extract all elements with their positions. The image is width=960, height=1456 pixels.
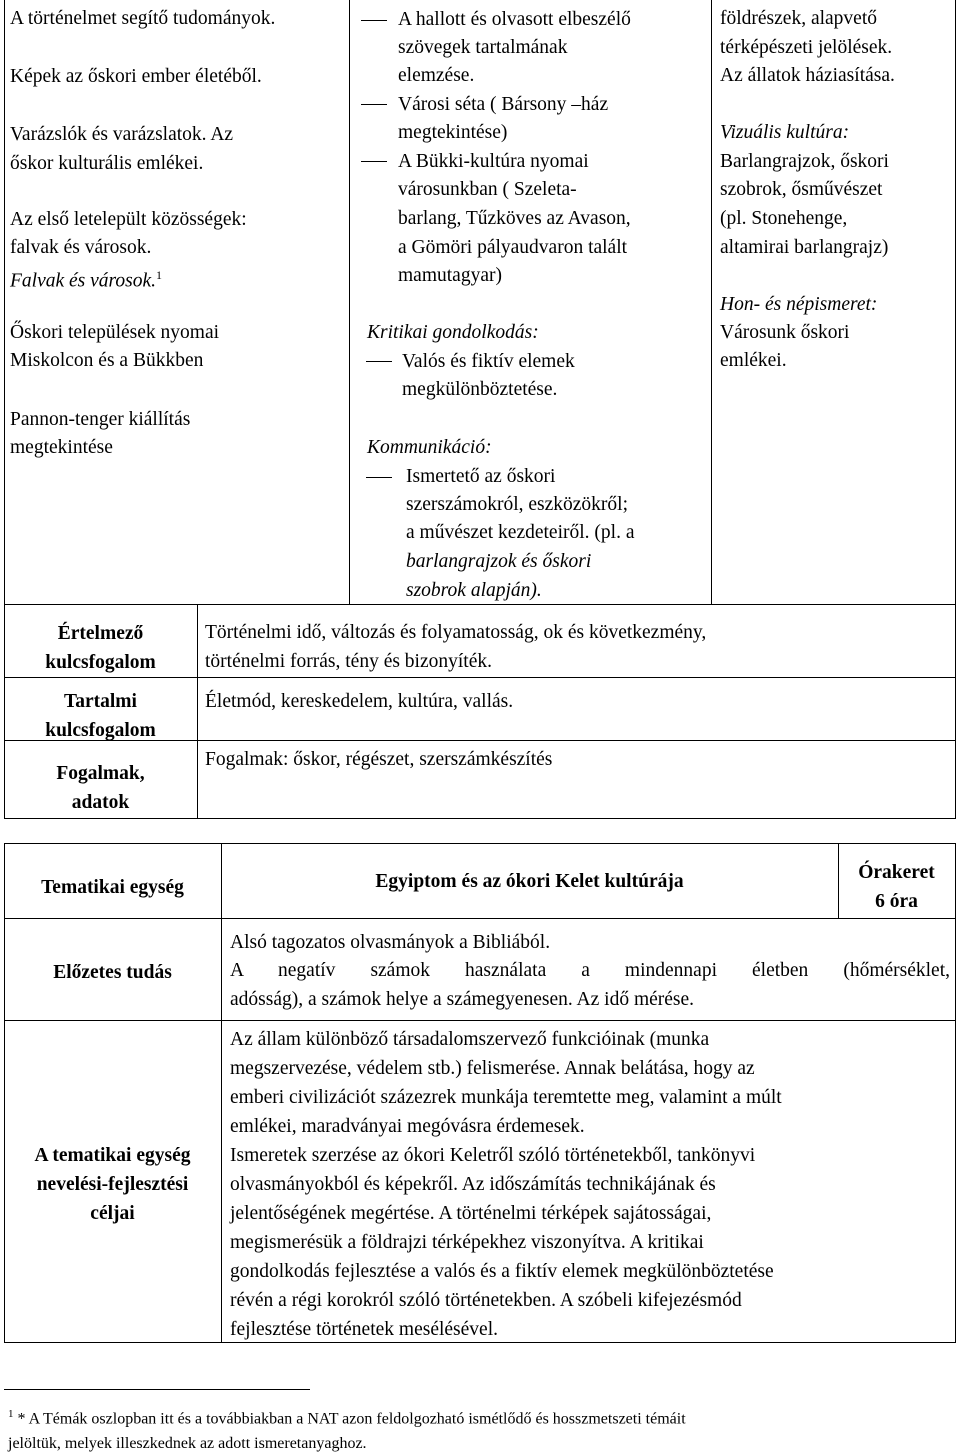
- orakeret-value: 6 óra: [875, 891, 918, 912]
- topic-italic-text: Falvak és városok.: [10, 270, 157, 292]
- dev-line: A Bükki-kultúra nyomai: [398, 151, 589, 172]
- bottom-table-line-1: [4, 918, 956, 919]
- tematikai-title: Egyiptom és az ókori Kelet kultúrája: [375, 871, 684, 892]
- topic-line: megtekintése: [10, 437, 113, 458]
- top-table-right-border: [955, 0, 956, 818]
- label-line: Fogalmak,: [56, 763, 145, 784]
- celjai-line: jelentőségének megértése. A történelmi térképek sajátosságai,: [230, 1203, 712, 1224]
- label-line: adatok: [71, 792, 130, 813]
- topic-line: A történelmet segítő tudományok.: [10, 8, 276, 29]
- dev-line: A hallott és olvasott elbeszélő: [398, 9, 631, 30]
- tartalmi-text: Életmód, kereskedelem, kultúra, vallás.: [205, 691, 514, 712]
- celjai-line: révén a régi korokról szóló történetekben. A szóbeli kifejezésmód: [230, 1290, 742, 1311]
- bottom-table-left-border: [4, 843, 5, 1343]
- bottom-table-right-border: [955, 843, 956, 1343]
- label-line: Tartalmi: [64, 691, 137, 712]
- topic-line: Pannon-tenger kiállítás: [10, 409, 191, 430]
- tematikai-label: Tematikai egység: [41, 877, 184, 898]
- list-dash: [366, 361, 392, 362]
- celjai-line: Ismeretek szerzése az ókori Keletről szóló történetekből, tankönyvi: [230, 1145, 756, 1166]
- hon-heading: Hon- és népismeret:: [720, 294, 878, 315]
- text-line: Történelmi idő, változás és folyamatosság, ok és következmény,: [205, 622, 707, 643]
- list-dash: [361, 20, 387, 21]
- kritikai-heading: Kritikai gondolkodás:: [367, 322, 539, 343]
- dev-line: a Gömöri pályaudvaron talált: [398, 237, 628, 258]
- conn-line: altamirai barlangrajz): [720, 237, 889, 258]
- label-line: kulcsfogalom: [45, 652, 156, 673]
- dev-line: elemzése.: [398, 65, 475, 86]
- vizualis-heading: Vizuális kultúra:: [720, 122, 850, 143]
- label-line: céljai: [90, 1203, 135, 1224]
- conn-line: Az állatok háziasítása.: [720, 65, 895, 86]
- topic-line: Varázslók és varázslatok. Az: [10, 124, 234, 145]
- top-table-divider-col2: [711, 0, 712, 604]
- footnote-number: 1: [8, 1408, 14, 1420]
- topic-line: Az első letelepült közösségek:: [10, 209, 247, 230]
- dev-line-italic: barlangrajzok és őskori: [406, 551, 592, 572]
- celjai-line: olvasmányokból és képekről. Az időszámítás technikájának és: [230, 1174, 716, 1195]
- dev-line-italic: szobrok alapján).: [406, 580, 542, 601]
- top-table-bottom-border: [4, 818, 956, 819]
- elozetes-line: Alsó tagozatos olvasmányok a Bibliából.: [230, 932, 551, 953]
- top-table-divider-col1: [349, 0, 350, 604]
- elozetes-label: Előzetes tudás: [53, 962, 172, 983]
- dev-line: városunkban ( Szeleta-: [398, 179, 577, 200]
- topic-line: őskor kulturális emlékei.: [10, 153, 204, 174]
- label-line: A tematikai egység: [34, 1145, 191, 1166]
- conn-line: földrészek, alapvető: [720, 8, 878, 29]
- ertelmezo-label: [4, 619, 197, 677]
- dev-line: megkülönböztetése.: [402, 379, 558, 400]
- footnote-marker: 1: [156, 268, 163, 282]
- conn-line: Városunk őskori: [720, 322, 850, 343]
- celjai-line: Az állam különböző társadalomszervező funkcióinak (munka: [230, 1029, 710, 1050]
- footnote-line: jelöltük, melyek illeszkednek az adott ismeretanyaghoz.: [8, 1435, 367, 1453]
- footnote: [8, 1402, 686, 1456]
- conn-line: (pl. Stonehenge,: [720, 208, 848, 229]
- conn-line: térképészeti jelölések.: [720, 37, 893, 58]
- footnote-separator: [4, 1389, 310, 1390]
- celjai-line: gondolkodás fejlesztése a valós és a fiktív elemek megkülönböztetése: [230, 1261, 774, 1282]
- bottom-table-line-2: [4, 1020, 956, 1021]
- bottom-table-label-divider: [221, 843, 222, 1343]
- ertelmezo-text: [205, 618, 706, 676]
- dev-line: barlang, Tűzköves az Avason,: [398, 208, 631, 229]
- list-dash: [366, 477, 392, 478]
- conn-line: szobrok, ősművészet: [720, 179, 883, 200]
- celjai-label: [4, 1141, 221, 1228]
- footnote-text: * A Témák oszlopban itt és a továbbiakban a NAT azon feldolgozható ismétlődő és hosszmetszeti témáit: [17, 1410, 686, 1428]
- label-line: Értelmező: [57, 623, 144, 644]
- celjai-line: megismerésük a földrajzi térképekhez viszonyítva. A kritikai: [230, 1232, 704, 1253]
- celjai-text: [230, 1025, 782, 1344]
- label-line: kulcsfogalom: [45, 720, 156, 741]
- elozetes-line: A negatív számok használata a mindennapi életben (hőmérséklet,: [230, 960, 950, 981]
- topic-line: Miskolcon és a Bükkben: [10, 350, 204, 371]
- topic-line: Képek az őskori ember életéből.: [10, 66, 262, 87]
- conn-line: Barlangrajzok, őskori: [720, 151, 889, 172]
- kommunikacio-heading: Kommunikáció:: [367, 437, 492, 458]
- top-table-divider-label: [197, 604, 198, 818]
- dev-line: szövegek tartalmának: [398, 37, 568, 58]
- dev-line: a művészet kezdeteiről. (pl. a: [406, 522, 635, 543]
- celjai-line: emberi civilizációt százezrek munkája teremtette meg, valamint a múlt: [230, 1087, 782, 1108]
- label-line: nevelési-fejlesztési: [36, 1174, 189, 1195]
- celjai-line: emlékei, maradványai megóvásra érdemesek.: [230, 1116, 585, 1137]
- dev-line: Valós és fiktív elemek: [402, 351, 575, 372]
- bottom-table-top-border: [4, 843, 956, 844]
- top-table-line-2: [4, 677, 956, 678]
- tartalmi-label: [4, 687, 197, 745]
- topic-line: falvak és városok.: [10, 237, 152, 258]
- celjai-line: megszervezése, védelem stb.) felismerése. Annak belátása, hogy az: [230, 1058, 755, 1079]
- dev-line: szerszámokról, eszközökről;: [406, 494, 629, 515]
- topic-line: Őskori települések nyomai: [10, 322, 220, 343]
- dev-line: Ismertető az őskori: [406, 466, 556, 487]
- text-line: történelmi forrás, tény és bizonyíték.: [205, 651, 492, 672]
- fogalmak-label: [4, 759, 197, 817]
- orakeret-label: Órakeret: [858, 862, 935, 883]
- topic-line-italic: [10, 261, 162, 296]
- celjai-line: fejlesztése történetek mesélésével.: [230, 1319, 498, 1340]
- footnote-line: [8, 1402, 686, 1431]
- list-dash: [361, 104, 387, 105]
- elozetes-line: adósság), a számok helye a számegyenesen. Az idő mérése.: [230, 989, 695, 1010]
- dev-line: mamutagyar): [398, 265, 502, 286]
- dev-line: megtekintése): [398, 122, 508, 143]
- conn-line: emlékei.: [720, 350, 787, 371]
- dev-line: Városi séta ( Bársony –ház: [398, 94, 609, 115]
- list-dash: [361, 161, 387, 162]
- fogalmak-text: Fogalmak: őskor, régészet, szerszámkészítés: [205, 749, 553, 770]
